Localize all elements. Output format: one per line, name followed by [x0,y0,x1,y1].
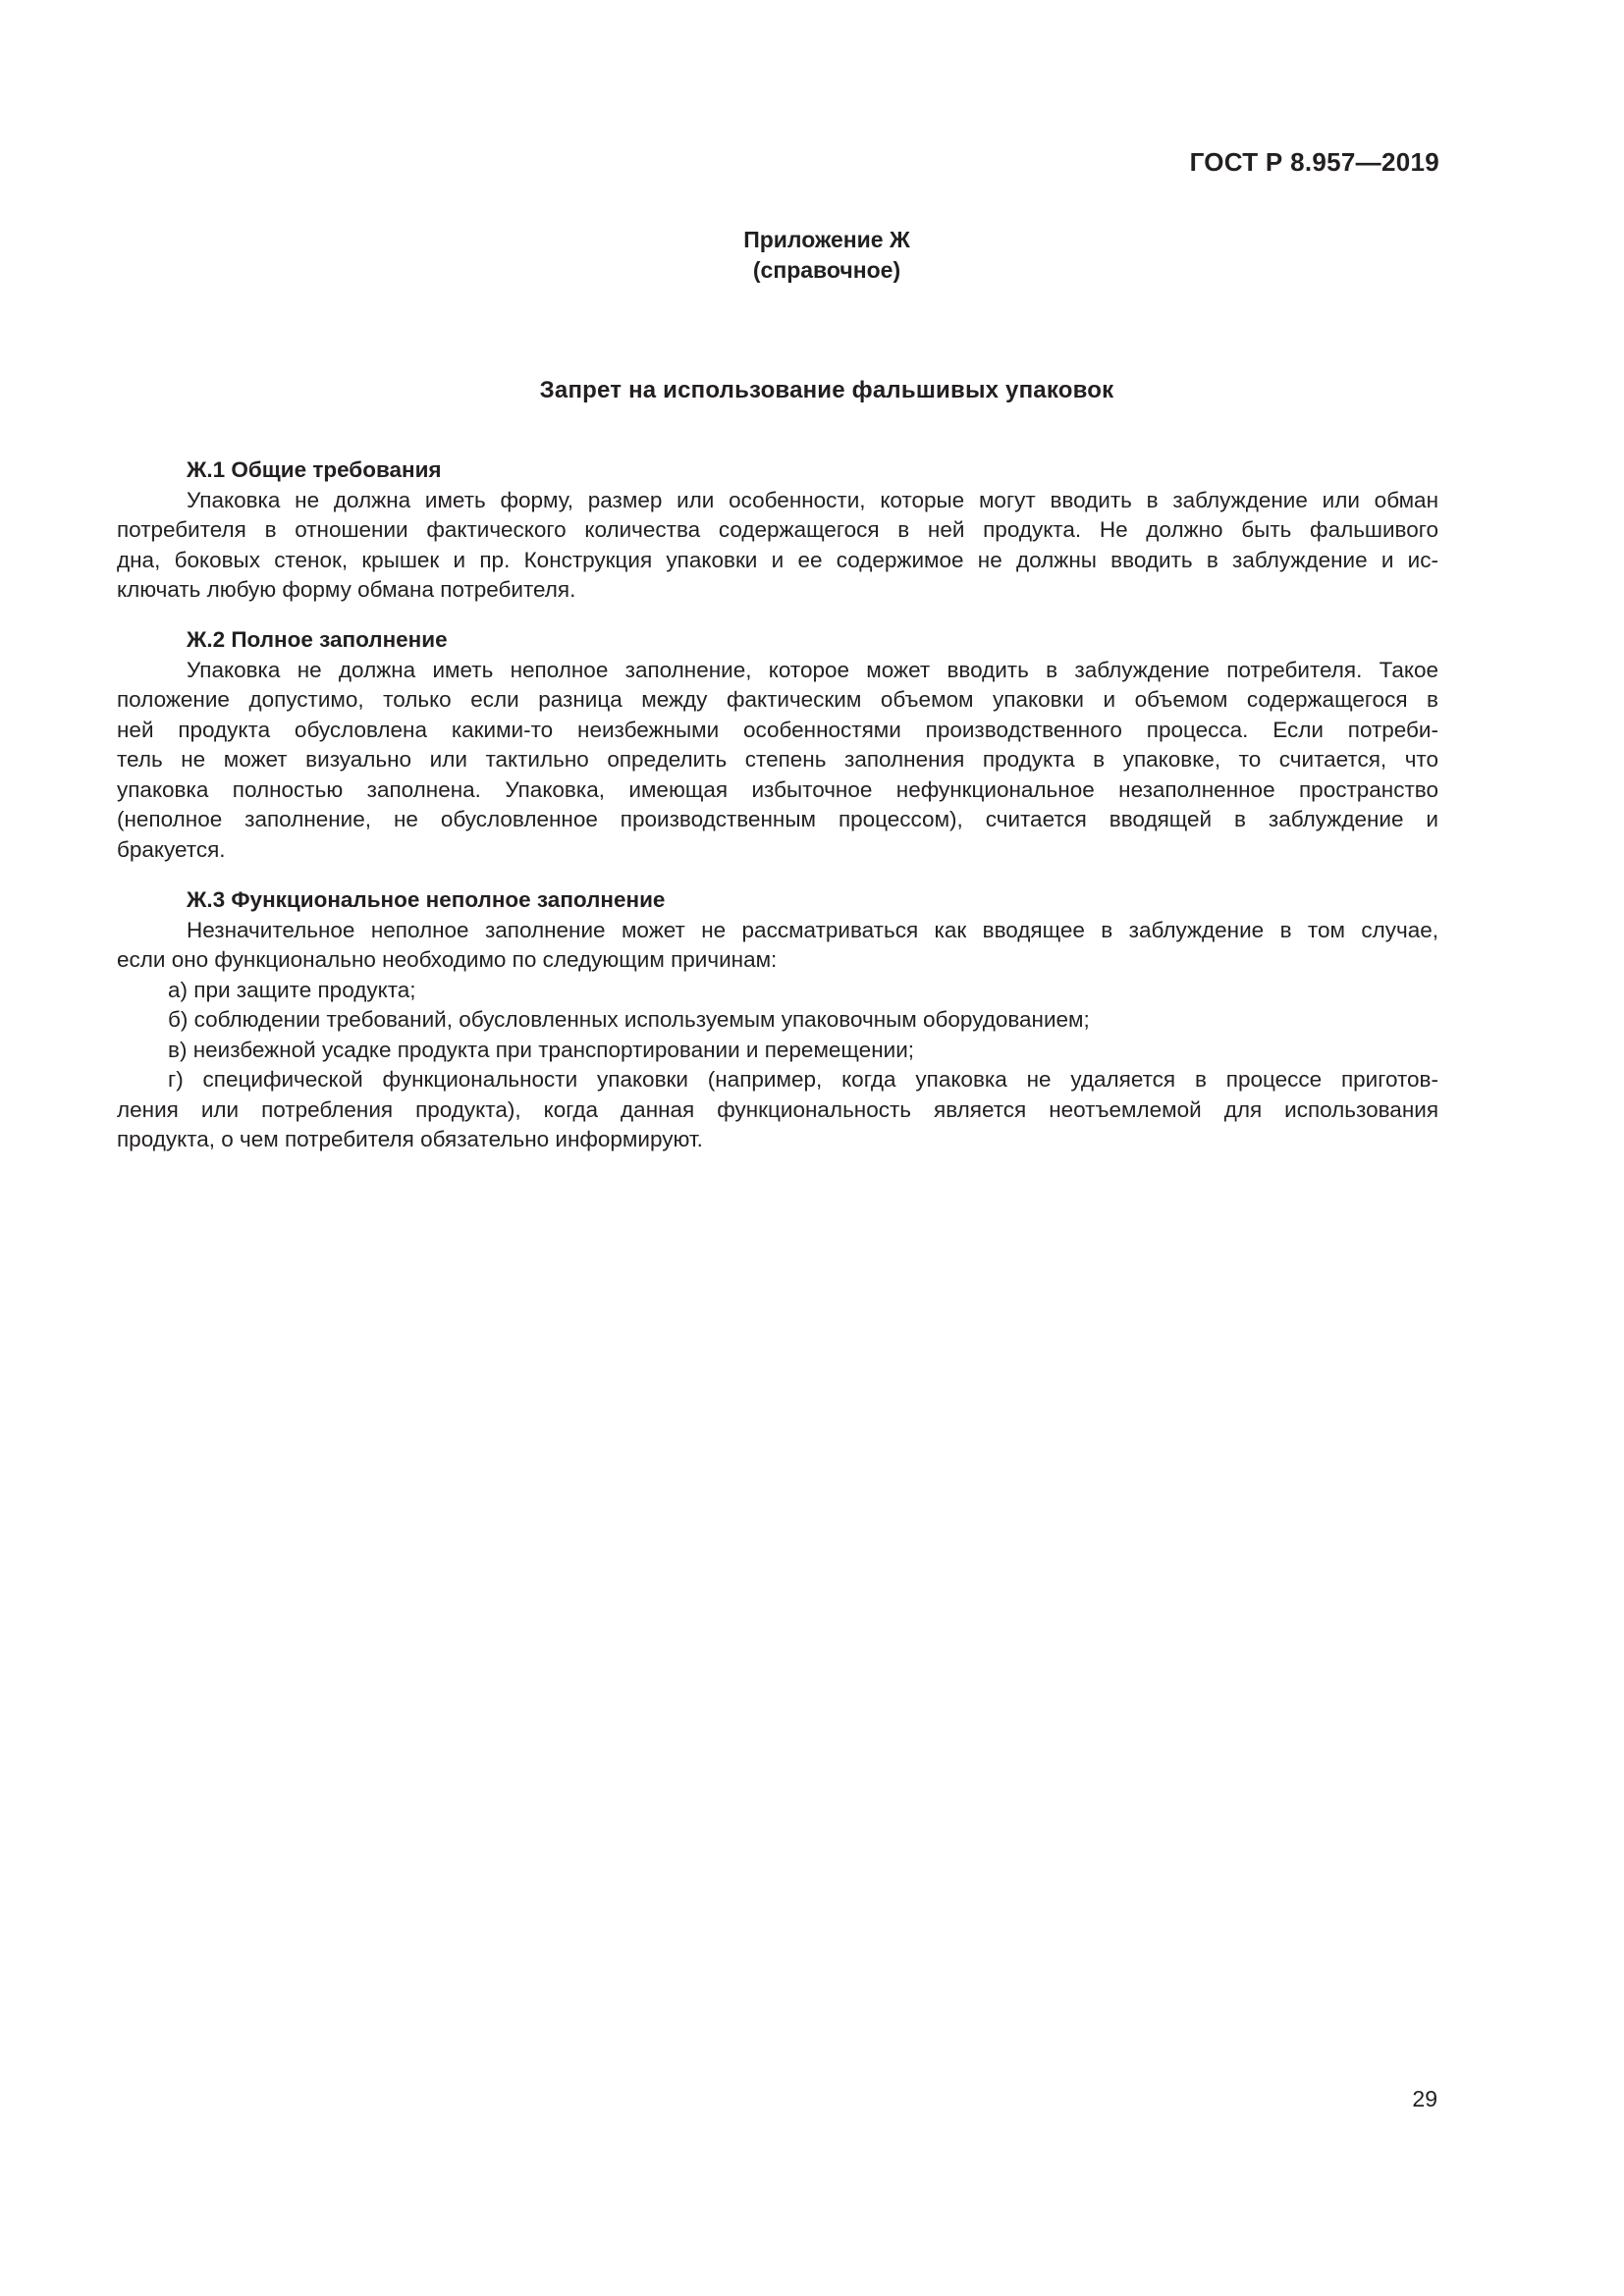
appendix-title: Приложение Ж [743,227,910,252]
list-item: а) при защите продукта; [168,977,416,1002]
section-heading: Ж.2 Полное заполнение [187,627,448,652]
paragraph-line: потребителя в отношении фактического количества содержащегося в ней продукта. Не должно быть фальшивого [117,517,1438,542]
paragraph-line: бракуется. [117,836,226,862]
paragraph-line: положение допустимо, только если разница между фактическим объемом упаковки и объемом содержащегося в [117,687,1438,712]
list [117,976,1438,1155]
section-paragraph [117,486,1438,606]
paragraph-line: дна, боковых стенок, крышек и пр. Конструкция упаковки и ее содержимое не должны вводить в заблуждение и ис- [117,547,1438,572]
paragraph-line: ключать любую форму обмана потребителя. [117,577,576,602]
paragraph-line: Упаковка не должна иметь неполное заполнение, которое может вводить в заблуждение потребителя. Такое [187,657,1438,682]
list-item-line: г) специфической функциональности упаковки (например, когда упаковка не удаляется в процессе приготов- [168,1067,1438,1092]
appendix-heading [0,225,1624,286]
section-3 [117,885,1438,1155]
list-item-line: продукта, о чем потребителя обязательно информируют. [117,1127,703,1151]
section-paragraph [117,656,1438,866]
section-heading: Ж.1 Общие требования [187,457,442,482]
document-code: ГОСТ Р 8.957—2019 [1189,147,1439,177]
paragraph-line: упаковка полностью заполнена. Упаковка, имеющая избыточное нефункциональное незаполненное пространство [117,776,1438,802]
paragraph-line: если оно функционально необходимо по следующим причинам: [117,947,778,972]
section-2 [117,625,1438,865]
section-heading: Ж.3 Функциональное неполное заполнение [187,887,666,912]
page-number: 29 [1412,2086,1437,2111]
main-title-text: Запрет на использование фальшивых упаковок [539,377,1114,403]
main-title [0,377,1624,404]
paragraph-line: (неполное заполнение, не обусловленное производственным процессом), считается вводящей в заблуждение и [117,807,1438,831]
paragraph-line: Упаковка не должна иметь форму, размер или особенности, которые могут вводить в заблуждение или обман [187,487,1438,512]
section-1 [117,455,1438,606]
paragraph-line: Незначительное неполное заполнение может не рассматриваться как вводящее в заблуждение в том случае, [187,917,1438,942]
list-item [117,1065,1438,1155]
paragraph-line: тель не может визуально или тактильно определить степень заполнения продукта в упаковке, то считается, что [117,747,1438,772]
section-paragraph [117,916,1438,976]
list-item: в) неизбежной усадке продукта при транспортировании и перемещении; [168,1037,915,1062]
paragraph-line: ней продукта обусловлена какими-то неизбежными особенностями производственного процесса. Если потреби- [117,717,1438,742]
list-item: б) соблюдении требований, обусловленных используемым упаковочным оборудованием; [168,1007,1090,1032]
list-item-line: ления или потребления продукта), когда данная функциональность является неотъемлемой для использования [117,1096,1438,1122]
appendix-subtitle: (справочное) [752,257,901,283]
